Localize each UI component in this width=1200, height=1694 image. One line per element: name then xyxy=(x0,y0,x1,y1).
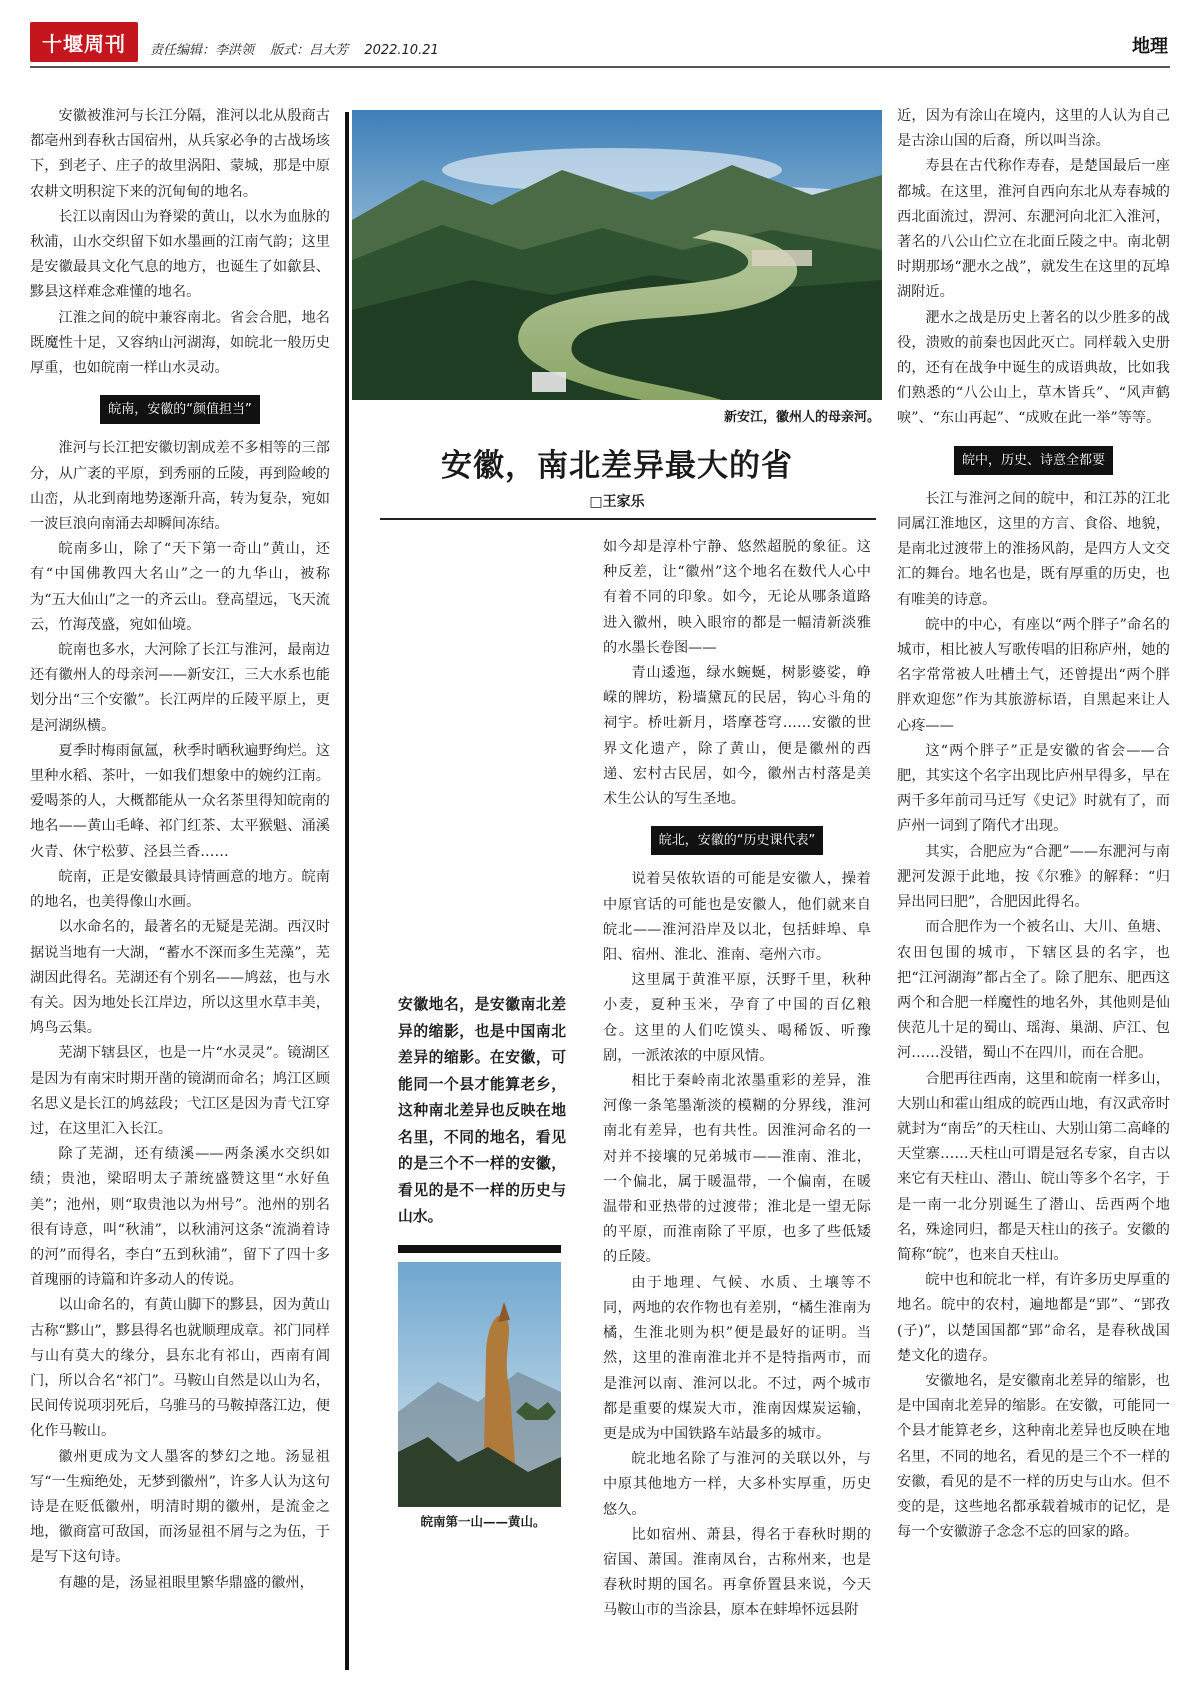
paragraph: 以山命名的，有黄山脚下的黟县，因为黄山古称“黟山”，黟县得名也就顺理成章。祁门同样与山有莫大的缘分，县东北有祁山，西南有阊门，所以合名“祁门”。马鞍山自然是以山为名，民间传说项羽死后，乌骓马的马鞍掉落江边，便化作马鞍山。 xyxy=(30,1297,330,1440)
layout-credit: 版式：吕大芳 xyxy=(270,43,349,58)
paragraph: 安徽被淮河与长江分隔，淮河以北从殷商古都亳州到春秋古国宿州，从兵家必争的古战场垓下，到老子、庄子的故里涡阳、蒙城，那是中原农耕文明积淀下来的沉甸甸的地名。 xyxy=(30,108,330,200)
issue-date: 2022.10.21 xyxy=(364,43,439,58)
paragraph: 皖南也多水，大河除了长江与淮河，最南边还有徽州人的母亲河——新安江，三大水系也能划分出“三个安徽”。长江两岸的丘陵平原上，更是河湖纵横。 xyxy=(30,642,330,734)
pull-quote-rule xyxy=(398,1245,561,1253)
column-divider xyxy=(345,112,349,1670)
paragraph: 皖中也和皖北一样，有许多历史厚重的地名。皖中的农村，遍地都是“郢”、“郢孜(子)”，以楚国国都“郢”命名，是春秋战国楚文化的遗存。 xyxy=(897,1272,1170,1364)
paragraph: 皖南，正是安徽最具诗情画意的地方。皖南的地名，也美得像山水画。 xyxy=(30,868,330,911)
paragraph: 安徽地名，是安徽南北差异的缩影，也是中国南北差异的缩影。在安徽，可能同一个县才能算老乡，这种南北差异也反映在地名里，不同的地名，看见的是三个不一样的安徽，看见的是不一样的历史与山水。但不变的是，这些地名都承载着城市的记忆，是每一个安徽游子念念不忘的回家的路。 xyxy=(897,1372,1170,1541)
subheading-wannan: 皖南，安徽的“颜值担当” xyxy=(100,395,259,424)
paragraph: 皖南多山，除了“天下第一奇山”黄山，还有“中国佛教四大名山”之一的九华山，被称为“五大仙山”之一的齐云山。登高望远，飞天流云，竹海茂盛，宛如仙境。 xyxy=(30,541,330,633)
huangshan-photo xyxy=(398,1262,561,1507)
section-label: 地理 xyxy=(1132,36,1168,57)
paragraph: 这“两个胖子”正是安徽的省会——合肥，其实这个名字出现比庐州早得多，早在两千多年前司马迁写《史记》时就有了，而庐州一词到了隋代才出现。 xyxy=(897,742,1170,835)
article-title: 安徽，南北差异最大的省 xyxy=(441,448,793,484)
paragraph: 由于地理、气候、水质、土壤等不同，两地的农作物也有差别，“橘生淮南为橘，生淮北则为枳”便是最好的证明。当然，这里的淮南淮北并不是特指两市，而是淮河以南、淮河以北。不过，两个城市都是重要的煤炭大市，淮南因煤炭运输，更是成为中国铁路车站最多的城市。 xyxy=(603,1274,871,1442)
paragraph: 皖北地名除了与淮河的关联以外，与中原其他地方一样，大多朴实厚重，历史悠久。 xyxy=(603,1451,871,1518)
paragraph: 说着吴侬软语的可能是安徽人，操着中原官话的可能也是安徽人，他们就来自皖北——淮河沿岸及以北，包括蚌埠、阜阳、宿州、淮北、淮南、亳州六市。 xyxy=(603,871,871,964)
credits-line xyxy=(150,39,451,58)
article-byline: □王家乐 xyxy=(589,494,645,510)
pull-quote: 安徽地名，是安徽南北差异的缩影，也是中国南北差异的缩影。在安徽，可能同一个县才能算老乡，这种南北差异也反映在地名里，不同的地名，看见的是三个不一样的安徽，看见的是不一样的历史与山水。 xyxy=(398,996,566,1225)
side-photo-caption: 皖南第一山——黄山。 xyxy=(420,1514,546,1529)
paragraph: 有趣的是，汤显祖眼里繁华鼎盛的徽州， xyxy=(58,1574,314,1591)
paragraph: 寿县在古代称作寿春，是楚国最后一座都城。在这里，淮河自西向东北从寿春城的西北面流过，淠河、东淝河向北汇入淮河，著名的八公山伫立在北面丘陵之中。南北朝时期那场“淝水之战”，就发生在这里的瓦埠湖附近。 xyxy=(897,158,1170,301)
subheading-wanbei: 皖北，安徽的“历史课代表” xyxy=(651,826,823,855)
paragraph: 比如宿州、萧县，得名于春秋时期的宿国、萧国。淮南凤台，古称州来，也是春秋时期的国名。再拿侨置县来说，今天马鞍山市的当涂县，原本在蚌埠怀远县附 xyxy=(603,1526,871,1619)
paragraph: 除了芜湖，还有绩溪——两条溪水交织如绩；贵池，梁昭明太子萧统盛赞这里“水好鱼美”；池州，则“取贵池以为州号”。池州的别名很有诗意，叫“秋浦”，以秋浦河这条“流淌着诗的河”而得名，李白“五到秋浦”，留下了四十多首瑰丽的诗篇和许多动人的传说。 xyxy=(30,1146,330,1289)
paragraph: 长江与淮河之间的皖中，和江苏的江北同属江淮地区，这里的方言、食俗、地貌，是南北过渡带上的淮扬风韵，是四方人文交汇的舞台。地名也是，既有厚重的历史，也有唯美的诗意。 xyxy=(897,490,1170,608)
paragraph: 青山逶迤，绿水蜿蜒，树影婆娑，峥嵘的牌坊，粉墙黛瓦的民居，钩心斗角的祠宇。桥吐新月，塔摩苍穹……安徽的世界文化遗产，除了黄山，便是徽州的西递、宏村古民居，如今，徽州古村落是美术生公认的写生圣地。 xyxy=(603,665,871,808)
xinan-river-photo xyxy=(352,110,882,400)
main-photo-caption: 新安江，徽州人的母亲河。 xyxy=(723,410,880,425)
paragraph: 合肥再往西南，这里和皖南一样多山，大别山和霍山组成的皖西山地，有汉武帝时就封为“南岳”的天柱山、大别山第二高峰的天堂寨……天柱山可谓是冠名专家，自古以来它有天柱山、潜山、皖山等多个名字，于是一南一北分别诞生了潜山、岳西两个地名，殊途同归，都是天柱山的孩子。安徽的简称“皖”，也来自天柱山。 xyxy=(897,1070,1170,1263)
paragraph: 其实，合肥应为“合淝”——东淝河与南淝河发源于此地，按《尔雅》的解释：“归异出同曰肥”，合肥因此得名。 xyxy=(897,843,1170,911)
editor-credit: 责任编辑：李洪领 xyxy=(150,43,255,58)
paragraph: 长江以南因山为脊梁的黄山，以水为血脉的秋浦，山水交织留下如水墨画的江南气韵；这里是安徽最具文化气息的地方，也诞生了如歙县、黟县这样难念难懂的地名。 xyxy=(30,208,330,301)
paragraph: 夏季时梅雨氤氲，秋季时晒秋遍野绚烂。这里种水稻、茶叶，一如我们想象中的婉约江南。爱喝茶的人，大概都能从一众名茶里得知皖南的地名——黄山毛峰、祁门红茶、太平猴魁、涌溪火青、休宁松萝、泾县兰香…… xyxy=(30,742,330,860)
paragraph: 近，因为有涂山在境内，这里的人认为自己是古涂山国的后裔，所以叫当涂。 xyxy=(897,108,1170,150)
paragraph: 皖中的中心，有座以“两个胖子”命名的城市，相比被人写歌传唱的旧称庐州，她的名字常常被人吐槽土气，还曾提出“两个胖胖欢迎您”作为其旅游标语，自黑起来让人心疼—— xyxy=(897,616,1170,734)
paragraph: 芜湖下辖县区，也是一片“水灵灵”。镜湖区是因为有南宋时期开凿的镜湖而命名；鸠江区顾名思义是长江的鸠兹段；弋江区是因为青弋江穿过，在这里汇入长江。 xyxy=(30,1045,330,1137)
column-3 xyxy=(603,535,871,1624)
header-rule xyxy=(30,66,1170,68)
title-rule xyxy=(380,518,876,520)
paragraph: 相比于秦岭南北浓墨重彩的差异，淮河像一条笔墨渐淡的模糊的分界线，淮河南北有差异，也有共性。因淮河命名的一对并不接壤的兄弟城市——淮南、淮北，一个偏北，属于暖温带，一个偏南，在暖温带和亚热带的过渡带；淮北是一望无际的平原，而淮南除了平原，也多了些低矮的丘陵。 xyxy=(603,1073,871,1266)
page-header xyxy=(30,22,1170,66)
column-1 xyxy=(30,104,330,1596)
paragraph: 江淮之间的皖中兼容南北。省会合肥，地名既魔性十足，又容纳山河湖海，如皖北一般历史厚重，也如皖南一样山水灵动。 xyxy=(30,309,330,377)
paragraph: 而合肥作为一个被名山、大川、鱼塘、农田包围的城市，下辖区县的名字，也把“江河湖海”都占全了。除了肥东、肥西这两个和合肥一样魔性的地名外，其他则是仙侠范儿十足的蜀山、瑶海、巢湖、庐江、包河……没错，蜀山不在四川，而在合肥。 xyxy=(897,919,1170,1062)
subheading-wanzhong: 皖中，历史、诗意全都要 xyxy=(954,446,1113,475)
paragraph: 这里属于黄淮平原，沃野千里，秋种小麦，夏种玉米，孕育了中国的百亿粮仓。这里的人们吃馍头、喝稀饭、听豫剧，一派浓浓的中原风情。 xyxy=(603,972,871,1064)
paragraph: 淮河与长江把安徽切割成差不多相等的三部分，从广袤的平原，到秀丽的丘陵，再到险峻的山峦，从北到南地势逐渐升高，转为复杂，宛如一波巨浪向南涌去却瞬间冻结。 xyxy=(30,440,330,533)
paragraph: 以水命名的，最著名的无疑是芜湖。西汉时据说当地有一大湖，“蓄水不深而多生芜藻”，芜湖因此得名。芜湖还有个别名——鸠兹，也与水有关。因为地处长江岸边，所以这里水草丰美，鸠鸟云集。 xyxy=(30,919,330,1037)
paragraph: 淝水之战是历史上著名的以少胜多的战役，溃败的前秦也因此灭亡。同样载入史册的，还有在战争中诞生的成语典故，比如我们熟悉的“八公山上，草木皆兵”、“风声鹤唳”、“东山再起”、“成败在此一举”等等。 xyxy=(897,309,1170,427)
paragraph: 如今却是淳朴宁静、悠然超脱的象征。这种反差，让“徽州”这个地名在数代人心中有着不同的印象。如今，无论从哪条道路进入徽州，映入眼帘的都是一幅清新淡雅的水墨长卷图—— xyxy=(603,539,871,656)
paragraph: 徽州更成为文人墨客的梦幻之地。汤显祖写“一生痴绝处，无梦到徽州”，许多人认为这句诗是在贬低徽州，明清时期的徽州，是流金之地，徽商富可敌国，而汤显祖不屑与之为伍，于是写下这句诗。 xyxy=(30,1448,330,1566)
masthead-logo: 十堰周刊 xyxy=(30,22,138,62)
column-4 xyxy=(897,104,1170,1545)
